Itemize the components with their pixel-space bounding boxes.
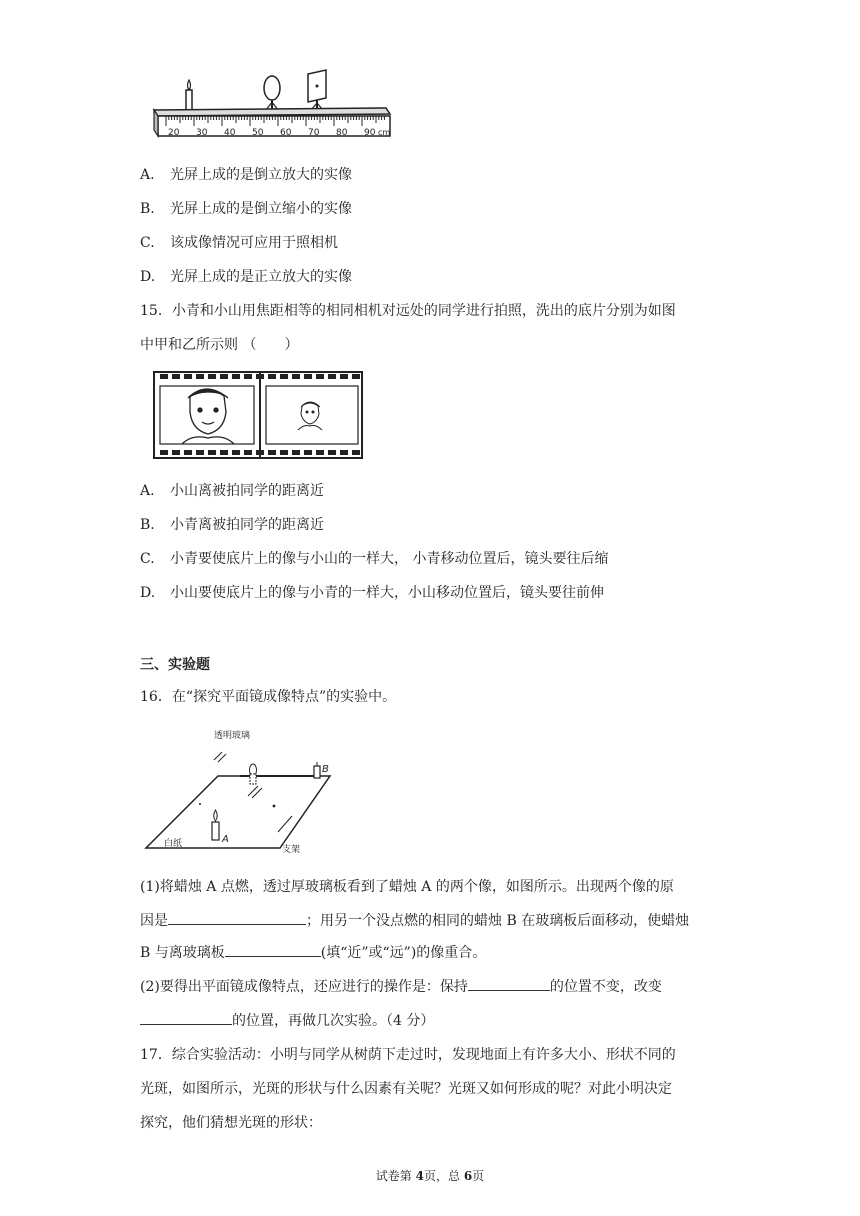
section-heading: 三、实验题 (140, 657, 210, 673)
plane-mirror-figure (140, 724, 360, 854)
label-a: A (222, 834, 229, 845)
q16-part1-line2: 因是 ；用另一个没点燃的相同的蜡烛 B 在玻璃板后面移动，使蜡烛 (140, 910, 689, 930)
film-negatives-figure (152, 368, 364, 463)
q14-option-b: B. 光屏上成的是倒立缩小的实像 (140, 201, 352, 217)
q15-option-a: A. 小山离被拍同学的距离近 (140, 483, 324, 499)
page-footer: 试卷第 4页，总 6页 (375, 1169, 485, 1183)
ruler-tick-label: 50 (252, 128, 264, 138)
q14-option-d: D. 光屏上成的是正立放大的实像 (140, 269, 352, 285)
q15-option-d: D. 小山要使底片上的像与小青的一样大，小山移动位置后，镜头要往前伸 (140, 585, 604, 601)
q14-option-c: C. 该成像情况可应用于照相机 (140, 235, 338, 251)
lens-shape (264, 76, 280, 100)
label-glass: 透明玻璃 (214, 731, 251, 741)
answer-blank-3[interactable] (468, 976, 550, 991)
ruler-body (158, 116, 390, 136)
ruler-tick-label: 80 (336, 128, 348, 138)
q15-option-b: B. 小青离被拍同学的距离近 (140, 517, 324, 533)
candle-a (212, 822, 219, 840)
page-number: 4 (415, 1169, 424, 1183)
q16-part1-line1: (1)将蜡烛 A 点燃，透过厚玻璃板看到了蜡烛 A 的两个像，如图所示。出现两个像的原 (140, 879, 674, 895)
ruler-unit-label: cm (378, 128, 391, 137)
white-paper (146, 776, 330, 848)
optical-bench-figure (150, 68, 400, 148)
candle-flame (188, 80, 191, 90)
ruler-tick-label: 40 (224, 128, 236, 138)
candle-shape (186, 90, 192, 110)
q16-stem: 16．在“探究平面镜成像特点”的实验中。 (140, 689, 397, 705)
q17-line3: 探究，他们猜想光斑的形状： (140, 1115, 322, 1131)
ruler-tick-label: 70 (308, 128, 320, 138)
ruler-tick-label: 60 (280, 128, 292, 138)
q15-option-c: C. 小青要使底片上的像与小山的一样大， 小青移动位置后，镜头要往后缩 (140, 551, 609, 567)
ruler-tick-label: 90 (364, 128, 376, 138)
q16-part2-line2: 的位置，再做几次实验。（4 分） (140, 1010, 434, 1030)
answer-blank-1[interactable] (168, 910, 306, 925)
ruler-tick-label: 30 (196, 128, 208, 138)
answer-blank-2[interactable] (225, 942, 321, 957)
q17-line1: 17．综合实验活动：小明与同学从树荫下走过时，发现地面上有许多大小、形状不同的 (140, 1047, 676, 1063)
answer-blank-4[interactable] (140, 1010, 232, 1025)
label-stand: 支架 (282, 845, 301, 854)
q15-stem-line1: 15．小青和小山用焦距相等的相同相机对远处的同学进行拍照，洗出的底片分别为如图 (140, 303, 676, 319)
candle-b (314, 766, 320, 778)
ruler-tick-label: 20 (168, 128, 180, 138)
q16-part1-line3: B 与离玻璃板 (填“近”或“远”)的像重合。 (140, 942, 486, 962)
q17-line2: 光斑，如图所示，光斑的形状与什么因素有关呢？光斑又如何形成的呢？对此小明决定 (140, 1081, 672, 1097)
q15-stem-line2: 中甲和乙所示则 （ ） (140, 337, 299, 353)
label-paper: 白纸 (164, 839, 183, 849)
total-pages: 6 (463, 1169, 473, 1183)
label-b: B (322, 764, 329, 775)
q16-part2-line1: (2)要得出平面镜成像特点，还应进行的操作是：保持 的位置不变，改变 (140, 976, 662, 996)
q14-option-a: A. 光屏上成的是倒立放大的实像 (140, 167, 352, 183)
